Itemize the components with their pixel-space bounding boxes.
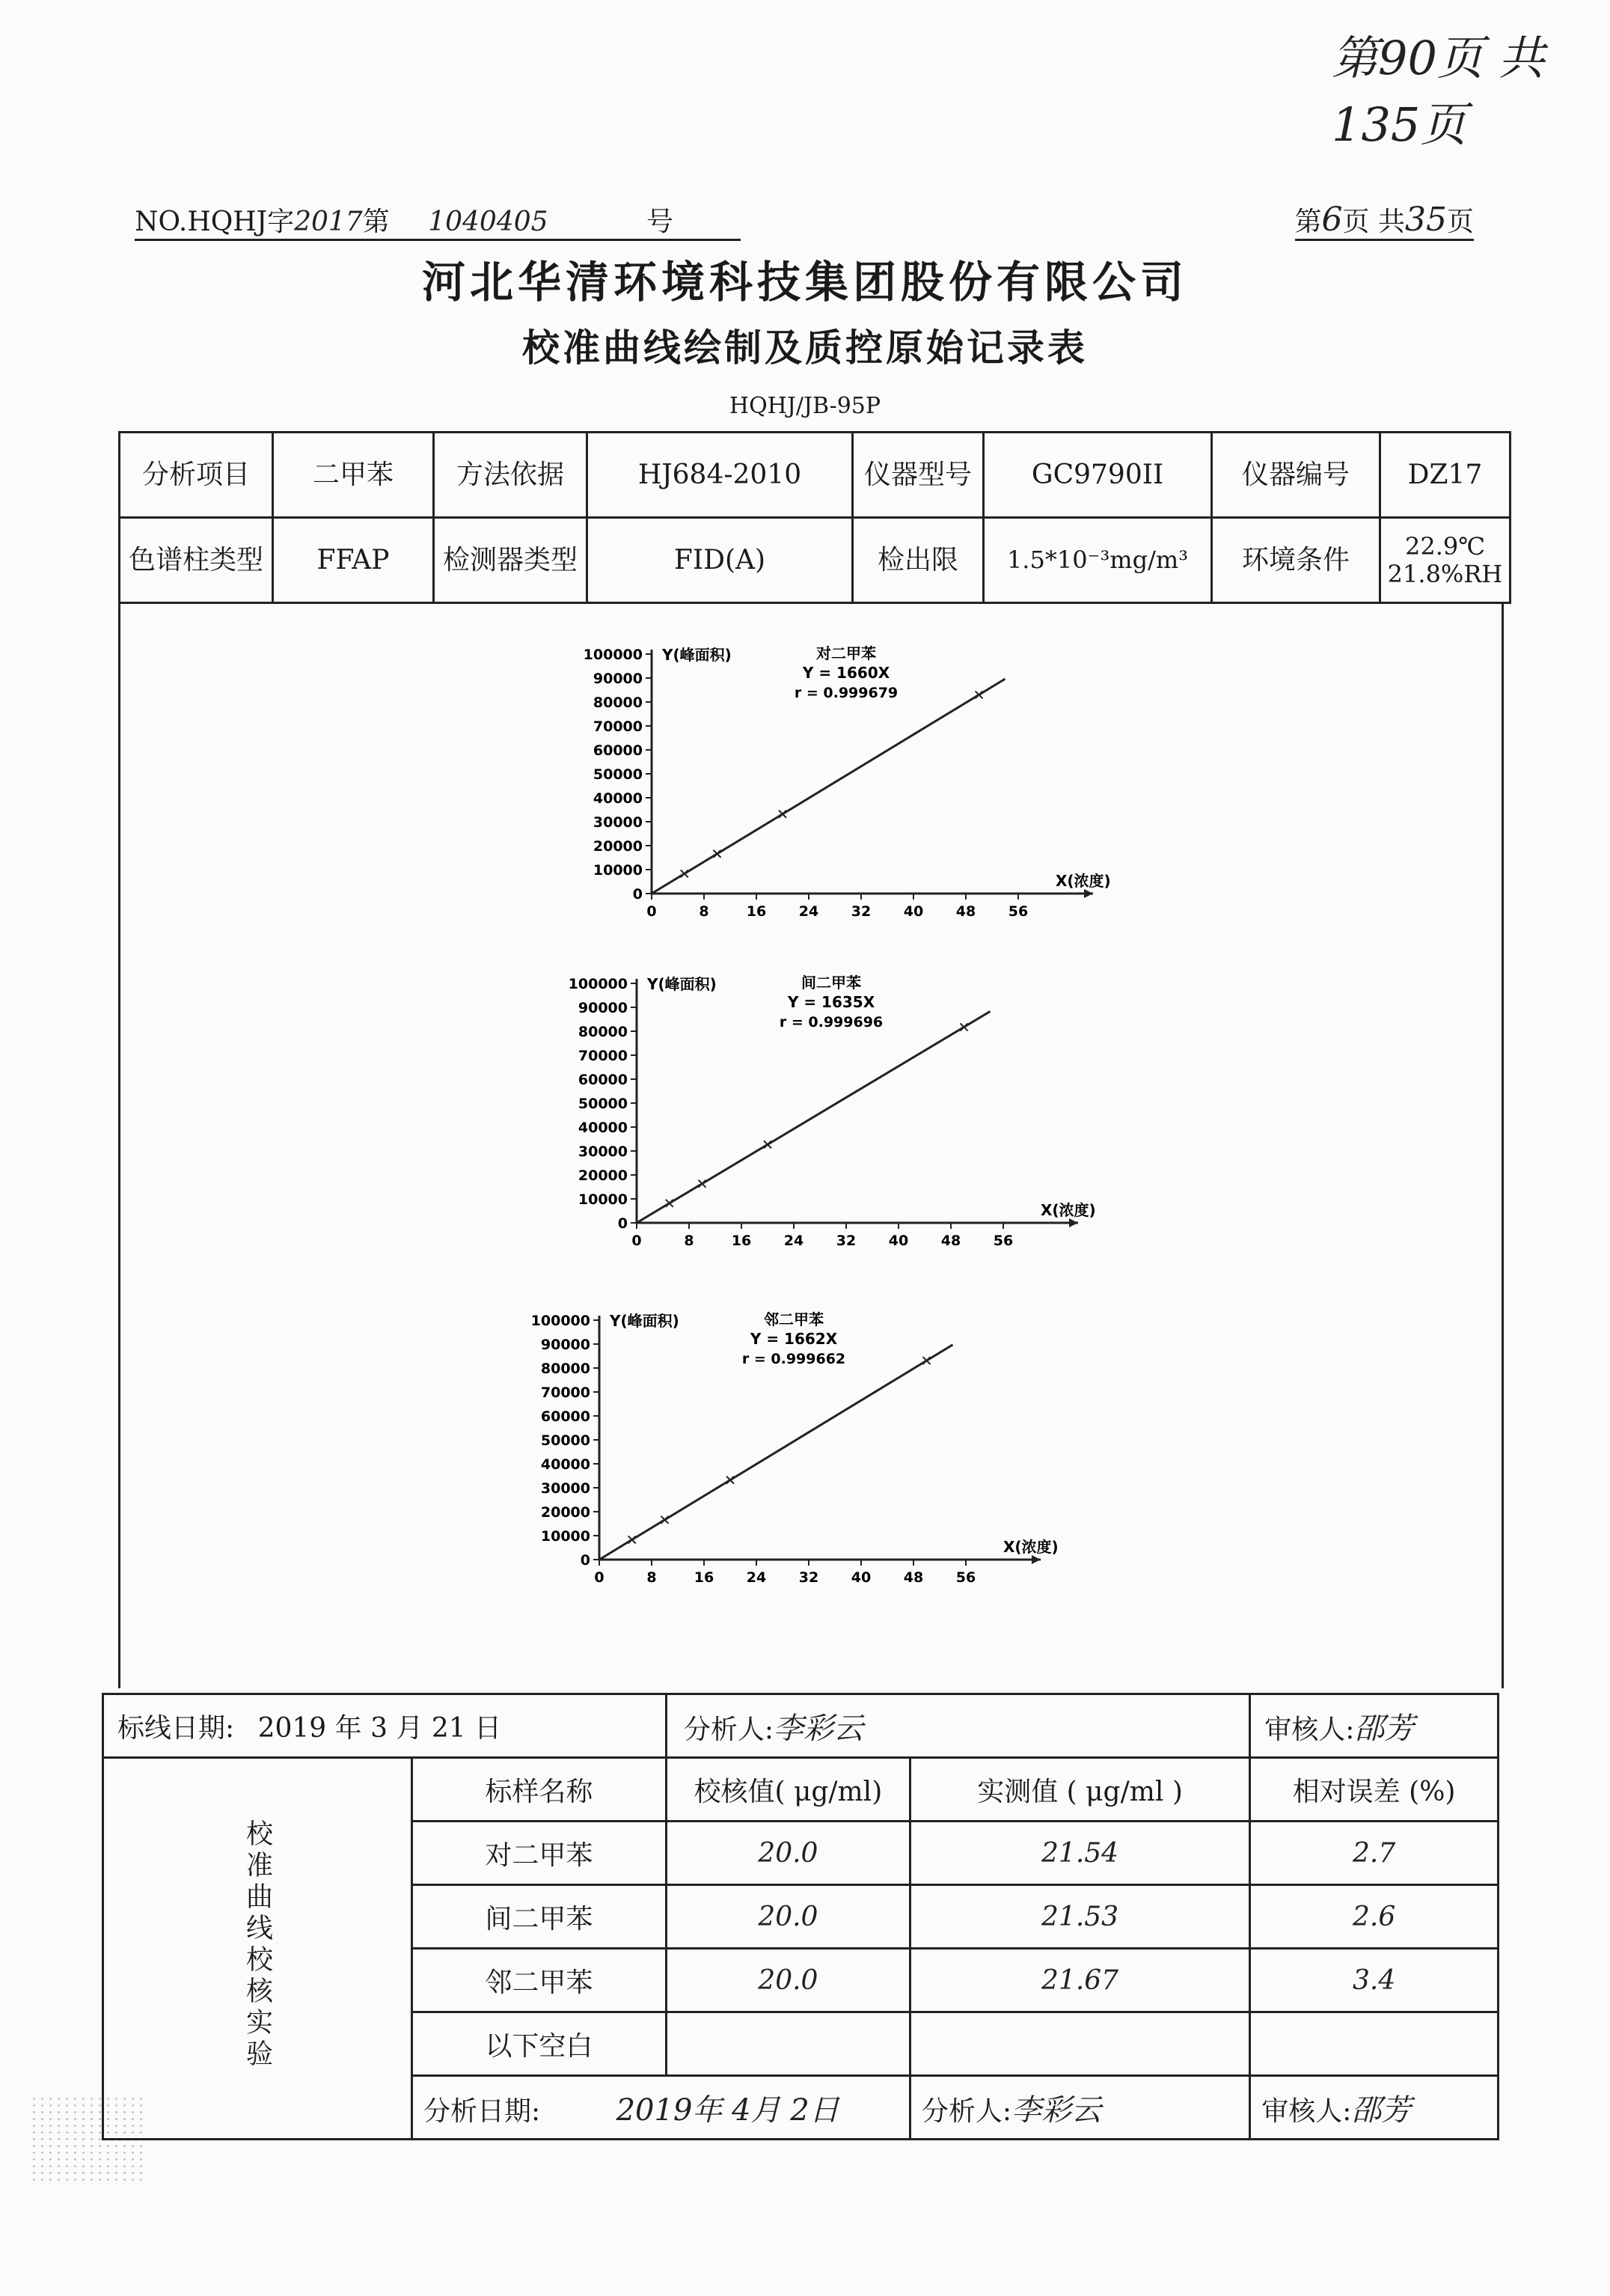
y-tick-label: 90000: [578, 1000, 628, 1016]
analyst-signature: 李彩云: [1011, 2092, 1102, 2128]
data-point: [628, 1536, 636, 1543]
y-tick-label: 90000: [540, 1337, 590, 1353]
x-axis-label: X(浓度): [1041, 1201, 1096, 1219]
y-tick-label: 30000: [540, 1480, 590, 1497]
section-label: 校准曲线校核实验: [103, 1758, 412, 2140]
x-tick-label: 24: [746, 1569, 767, 1586]
reviewer-signature: 邵芳: [1351, 2092, 1412, 2128]
relative-error: 3.4: [1250, 1949, 1499, 2012]
x-tick-label: 40: [903, 903, 924, 920]
value-method: HJ684-2010: [587, 433, 853, 518]
company-name: 河北华清环境科技集团股份有限公司: [421, 257, 1188, 308]
y-tick-label: 20000: [540, 1504, 590, 1521]
verification-table: [102, 1693, 1499, 2140]
y-tick-label: 60000: [593, 742, 643, 759]
sample-name: 以下空白: [412, 2012, 667, 2076]
x-tick-label: 48: [955, 903, 976, 920]
measured-value: 21.54: [910, 1822, 1249, 1885]
y-tick-label: 50000: [593, 766, 643, 783]
x-tick-label: 56: [955, 1569, 976, 1586]
label-analysis-item: 分析项目: [120, 433, 273, 518]
data-point: [961, 1023, 968, 1031]
form-code: HQHJ/JB-95P: [729, 393, 881, 419]
y-tick-label: 70000: [593, 718, 643, 735]
correlation-coefficient: r = 0.999662: [741, 1351, 846, 1367]
y-tick-label: 70000: [540, 1384, 590, 1401]
x-tick-label: 8: [699, 903, 709, 920]
check-value: 20.0: [666, 1949, 910, 2012]
calibration-chart-o-xylene: [495, 1305, 1138, 1607]
x-tick-label: 32: [836, 1233, 857, 1249]
chart-svg-p-xylene: [547, 639, 1190, 938]
sample-name: 对二甲苯: [412, 1822, 667, 1885]
y-tick-label: 80000: [578, 1024, 628, 1040]
info-table: [118, 431, 1511, 604]
value-instrument-model: GC9790II: [984, 433, 1212, 518]
x-tick-label: 24: [798, 903, 819, 920]
label-instrument-model: 仪器型号: [853, 433, 984, 518]
regression-line: [637, 1011, 991, 1223]
x-axis-arrow: [1032, 1555, 1041, 1564]
x-axis-arrow: [1069, 1218, 1078, 1227]
y-tick-label: 30000: [578, 1144, 628, 1160]
data-point: [923, 1357, 931, 1364]
x-tick-label: 32: [798, 1569, 819, 1586]
x-tick-label: 0: [646, 903, 657, 920]
calibration-chart-area: [118, 602, 1504, 1688]
x-tick-label: 16: [694, 1569, 714, 1586]
y-tick-label: 10000: [593, 862, 643, 879]
x-axis-label: X(浓度): [1056, 872, 1111, 890]
verification-analyst: 分析人:李彩云: [910, 2076, 1249, 2140]
regression-equation: Y = 1660X: [802, 664, 890, 682]
sample-name: 间二甲苯: [412, 1885, 667, 1949]
chart-title: 间二甲苯: [801, 974, 861, 992]
chart-svg-o-xylene: [495, 1305, 1138, 1605]
label-column-type: 色谱柱类型: [120, 518, 273, 603]
x-tick-label: 0: [631, 1233, 642, 1249]
header-measured-value: 实测值 ( μg/ml ): [910, 1758, 1249, 1822]
data-point: [699, 1180, 706, 1188]
chart-title: 对二甲苯: [816, 644, 876, 662]
y-tick-label: 100000: [530, 1313, 590, 1329]
x-tick-label: 0: [594, 1569, 604, 1586]
y-tick-label: 90000: [593, 671, 643, 687]
value-environment: [1380, 518, 1510, 603]
value-detector-type: FID(A): [587, 518, 853, 603]
label-detection-limit: 检出限: [853, 518, 984, 603]
y-tick-label: 0: [580, 1552, 590, 1569]
value-analysis-item: 二甲苯: [273, 433, 434, 518]
relative-error: [1250, 2012, 1499, 2076]
verification-reviewer: 审核人:邵芳: [1250, 2076, 1499, 2140]
value-column-type: FFAP: [273, 518, 434, 603]
reference-line: [135, 193, 1474, 245]
data-point: [764, 1141, 771, 1148]
measured-value: [910, 2012, 1249, 2076]
form-title: 校准曲线绘制及质控原始记录表: [522, 326, 1088, 370]
y-tick-label: 60000: [540, 1408, 590, 1425]
analysis-date: 分析日期: 2019年 4月 2日: [412, 2076, 910, 2140]
corner-page-mark: 第90页 共135页: [1332, 31, 1545, 152]
label-environment: 环境条件: [1212, 518, 1380, 603]
y-tick-label: 40000: [540, 1456, 590, 1473]
measured-value: 21.67: [910, 1949, 1249, 2012]
relative-error: 2.7: [1250, 1822, 1499, 1885]
x-tick-label: 48: [903, 1569, 924, 1586]
header-relative-error: 相对误差 (%): [1250, 1758, 1499, 1822]
data-point: [681, 870, 688, 877]
y-tick-label: 80000: [593, 694, 643, 711]
data-point: [976, 691, 983, 698]
regression-equation: Y = 1662X: [750, 1330, 838, 1348]
x-tick-label: 40: [851, 1569, 872, 1586]
x-tick-label: 56: [1008, 903, 1029, 920]
calibration-reviewer: 审核人:邵芳: [1250, 1694, 1499, 1758]
calibration-analyst: 分析人:李彩云: [666, 1694, 1249, 1758]
value-instrument-no: DZ17: [1380, 433, 1510, 518]
y-tick-label: 30000: [593, 814, 643, 831]
label-method: 方法依据: [434, 433, 587, 518]
y-axis-label: Y(峰面积): [662, 646, 732, 664]
x-tick-label: 16: [731, 1233, 752, 1249]
x-tick-label: 16: [746, 903, 767, 920]
regression-line: [599, 1345, 953, 1560]
y-tick-label: 40000: [593, 790, 643, 807]
data-point: [666, 1200, 673, 1207]
y-axis-label: Y(峰面积): [610, 1312, 679, 1330]
data-point: [726, 1477, 734, 1484]
label-instrument-no: 仪器编号: [1212, 433, 1380, 518]
y-tick-label: 0: [632, 886, 643, 903]
x-tick-label: 24: [783, 1233, 804, 1249]
scan-noise: [30, 2095, 142, 2185]
check-value: [666, 2012, 910, 2076]
chart-svg-m-xylene: [532, 968, 1175, 1268]
label-detector-type: 检测器类型: [434, 518, 587, 603]
page-counter: 第6页 共35页: [1295, 201, 1474, 241]
chart-title: 邻二甲苯: [764, 1310, 824, 1328]
calibration-chart-p-xylene: [547, 639, 1190, 941]
x-tick-label: 40: [888, 1233, 909, 1249]
y-tick-label: 10000: [540, 1528, 590, 1545]
record-number: NO.HQHJ字2017第 1040405 号: [135, 201, 741, 241]
calibration-chart-m-xylene: [532, 968, 1175, 1271]
y-tick-label: 100000: [583, 647, 643, 663]
data-point: [661, 1516, 669, 1524]
relative-error: 2.6: [1250, 1885, 1499, 1949]
y-tick-label: 60000: [578, 1072, 628, 1088]
x-tick-label: 8: [646, 1569, 657, 1586]
y-tick-label: 40000: [578, 1120, 628, 1136]
value-humidity: 21.8%RH: [1387, 559, 1503, 588]
y-tick-label: 0: [617, 1215, 628, 1232]
x-axis-arrow: [1084, 889, 1093, 898]
y-tick-label: 70000: [578, 1048, 628, 1064]
header-check-value: 校核值( μg/ml): [666, 1758, 910, 1822]
header-sample-name: 标样名称: [412, 1758, 667, 1822]
x-axis-label: X(浓度): [1003, 1538, 1059, 1556]
y-tick-label: 50000: [578, 1096, 628, 1112]
x-tick-label: 48: [940, 1233, 961, 1249]
correlation-coefficient: r = 0.999679: [794, 685, 899, 701]
data-point: [779, 810, 786, 818]
check-value: 20.0: [666, 1885, 910, 1949]
data-point: [714, 850, 721, 858]
value-temperature: 22.9℃: [1404, 531, 1486, 561]
x-tick-label: 32: [851, 903, 872, 920]
y-tick-label: 20000: [593, 838, 643, 855]
regression-line: [652, 679, 1006, 894]
y-tick-label: 10000: [578, 1191, 628, 1208]
x-tick-label: 56: [993, 1233, 1014, 1249]
regression-equation: Y = 1635X: [787, 993, 875, 1011]
correlation-coefficient: r = 0.999696: [779, 1014, 884, 1031]
y-tick-label: 20000: [578, 1167, 628, 1184]
measured-value: 21.53: [910, 1885, 1249, 1949]
analyst-signature: 李彩云: [774, 1711, 864, 1746]
y-axis-label: Y(峰面积): [647, 975, 717, 993]
x-tick-label: 8: [684, 1233, 694, 1249]
y-tick-label: 50000: [540, 1432, 590, 1449]
y-tick-label: 100000: [568, 976, 628, 992]
y-tick-label: 80000: [540, 1361, 590, 1377]
check-value: 20.0: [666, 1822, 910, 1885]
reviewer-signature: 邵芳: [1354, 1711, 1415, 1746]
calibration-date: 标线日期: 2019 年 3 月 21 日: [103, 1694, 667, 1758]
sample-name: 邻二甲苯: [412, 1949, 667, 2012]
value-detection-limit: 1.5*10⁻³mg/m³: [984, 518, 1212, 603]
